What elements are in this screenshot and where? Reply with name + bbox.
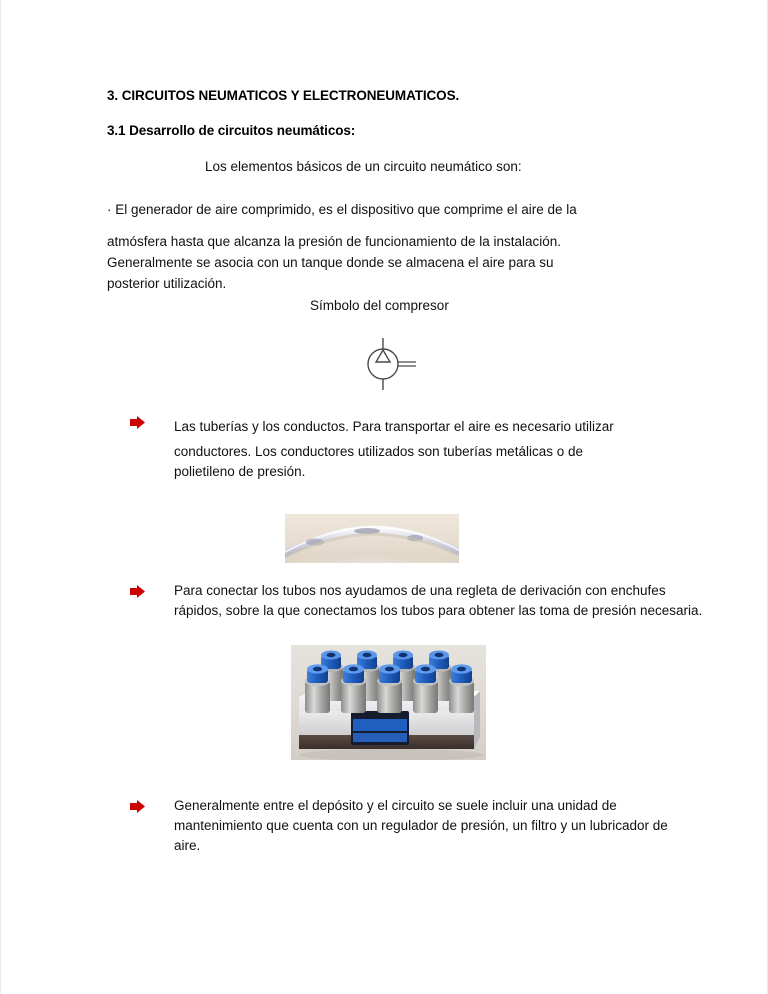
lead-sentence: Los elementos básicos de un circuito neumático son: xyxy=(205,159,522,174)
page-title: 3. CIRCUITOS NEUMATICOS Y ELECTRONEUMATICOS. xyxy=(107,88,460,103)
generator-line-1: · El generador de aire comprimido, es el dispositivo que comprime el aire de la xyxy=(107,202,577,217)
bullet1-line-3: polietileno de presión. xyxy=(174,464,306,479)
red-arrow-bullet-icon xyxy=(129,584,146,599)
generator-line-3: Generalmente se asocia con un tanque donde se almacena el aire para su xyxy=(107,255,554,270)
list-item xyxy=(129,796,689,856)
generator-line-2: atmósfera hasta que alcanza la presión de funcionamiento de la instalación. xyxy=(107,234,562,249)
pneumatic-tube-photo xyxy=(285,514,459,563)
pneumatic-manifold-photo xyxy=(291,645,486,760)
list-item xyxy=(129,412,689,482)
compressor-symbol-icon xyxy=(359,337,417,391)
figure-caption-compressor: Símbolo del compresor xyxy=(310,298,449,313)
list-item-text xyxy=(174,412,689,482)
list-item-text: Generalmente entre el depósito y el circuito se suele incluir una unidad de mantenimiento que cuenta con un regulador de presión, un filtro y un lubricador de aire. xyxy=(174,798,668,853)
generator-paragraph-rest xyxy=(107,231,652,294)
list-item xyxy=(129,581,703,621)
red-arrow-bullet-icon xyxy=(129,799,146,814)
section-subheading: 3.1 Desarrollo de circuitos neumáticos: xyxy=(107,123,356,138)
bullet1-line-1: Las tuberías y los conductos. Para transportar el aire es necesario utilizar xyxy=(174,419,614,434)
bullet1-line-2: conductores. Los conductores utilizados son tuberías metálicas o de xyxy=(174,444,583,459)
generator-paragraph-top xyxy=(107,195,667,225)
list-item-text: Para conectar los tubos nos ayudamos de una regleta de derivación con enchufes rápidos, sobre la que conectamos los tubos para obtener las toma de presión necesaria. xyxy=(174,583,703,618)
generator-line-4: posterior utilización. xyxy=(107,276,227,291)
red-arrow-bullet-icon xyxy=(129,415,146,430)
